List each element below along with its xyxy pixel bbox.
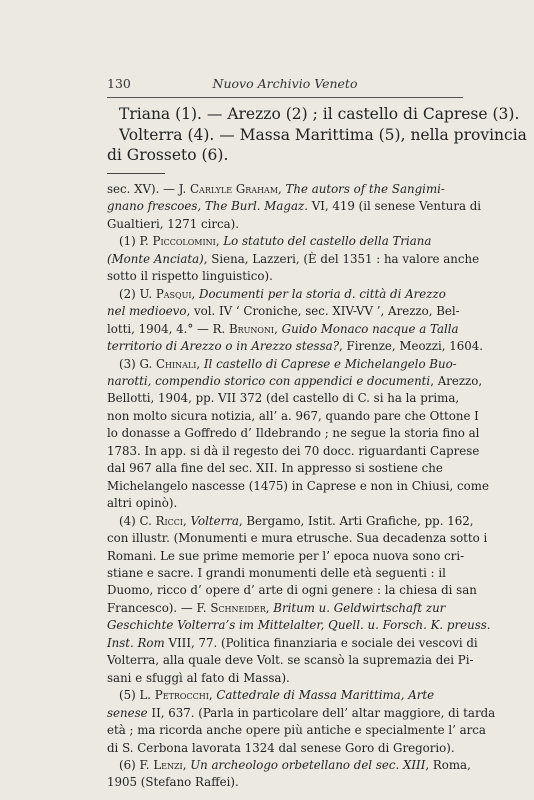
- footnote-line: (5) L. Petrocchi, Cattedrale di Massa Marittima, Arte: [119, 688, 435, 703]
- header-rule: [107, 97, 463, 98]
- footnote-line: Michelangelo nascesse (1475) in Caprese e non in Chiusi, come: [107, 478, 489, 493]
- work-title: Il castello di Caprese e Michelangelo Buo-: [203, 356, 457, 371]
- footnote-line: dal 967 alla fine del sec. XII. In appresso si sostiene che: [107, 461, 443, 476]
- work-title: Cattedrale di Massa Marittima, Arte: [216, 688, 435, 703]
- footnote-line: lo donasse a Goffredo d’ Ildebrando ; ne segue la storia fino al: [107, 426, 480, 441]
- work-title: Guido Monaco nacque a Talla: [281, 321, 459, 336]
- author-name: Ricci: [155, 513, 184, 528]
- footnote-line: (6) F. Lenzi, Un archeologo orbetellano del sec. XIII, Roma,: [119, 757, 471, 772]
- footnote-line: (1) P. Piccolomini, Lo statuto del castello della Triana: [119, 234, 432, 249]
- work-title: Britum u. Geldwirtschaft zur: [273, 600, 446, 615]
- work-title: Documenti per la storia d. città di Arezzo: [199, 286, 446, 301]
- footnote-5: [107, 687, 496, 757]
- footnote-1: [107, 233, 480, 285]
- main-text-line: di Grosseto (6).: [107, 146, 229, 164]
- footnote-line: stiane e sacre. I grandi monumenti delle età seguenti : il: [107, 565, 446, 580]
- footnote-6: [107, 757, 471, 792]
- footnote-line: di S. Cerbona lavorata 1324 dal senese Goro di Gregorio).: [107, 740, 455, 755]
- footnote-line: sotto il rispetto linguistico).: [107, 269, 273, 284]
- footnotes: [107, 181, 496, 792]
- work-title: Inst. Rom: [107, 635, 165, 650]
- work-title: narotti, compendio storico con appendici e documenti: [107, 373, 431, 388]
- page-number: 130: [107, 76, 131, 91]
- footnote-line: Francesco). — F. Schneider, Britum u. Geldwirtschaft zur: [107, 600, 446, 615]
- author-name: Petrocchi: [154, 688, 209, 703]
- author-name: Piccolomini: [152, 234, 216, 249]
- work-title: gnano frescoes, The Burl. Magaz.: [107, 199, 308, 214]
- footnote-line: Duomo, ricco d’ opere d’ arte di ogni genere : la chiesa di san: [107, 583, 477, 598]
- work-title: senese: [107, 705, 148, 720]
- work-title: Lo statuto del castello della Triana: [223, 234, 432, 249]
- footnote-line: (3) G. Chinali, Il castello di Caprese e Michelangelo Buo-: [119, 356, 457, 371]
- footnote-line: 1783. In app. si dà il regesto dei 70 docc. riguardanti Caprese: [107, 443, 480, 458]
- footnote-line: altri opinò).: [107, 496, 178, 511]
- main-text-line: Volterra (4). — Massa Marittima (5), nella provincia: [119, 125, 527, 144]
- work-title: Volterra: [190, 513, 239, 528]
- footnote-line: Volterra, alla quale deve Volt. se scansò la supremazia dei Pi-: [107, 653, 474, 668]
- work-title: (Monte Anciata): [107, 251, 204, 266]
- footnote-line: (4) C. Ricci, Volterra, Bergamo, Istit. Arti Grafiche, pp. 162,: [119, 513, 474, 528]
- footnote-line: narotti, compendio storico con appendici e documenti, Arezzo,: [107, 373, 483, 388]
- footnote-4: [107, 513, 491, 688]
- footnote-line: nel medioevo, vol. IV ‘ Croniche, sec. XIV-VV ’, Arezzo, Bel-: [107, 304, 460, 319]
- footnote-line: (Monte Anciata), Siena, Lazzeri, (È del 1351 : ha valore anche: [107, 251, 480, 266]
- footnote-line: sani e sfuggì al fato di Massa).: [107, 670, 290, 685]
- footnote-line: Romani. Le sue prime memorie per l’ epoca nuova sono cri-: [107, 548, 465, 563]
- author-name: Chinali: [155, 356, 197, 371]
- footnote-rule: [107, 173, 165, 174]
- footnote-3: [107, 356, 489, 513]
- running-title: Nuovo Archivio Veneto: [212, 76, 358, 91]
- footnote-line: territorio di Arezzo o in Arezzo stessa?, Firenze, Meozzi, 1604.: [107, 339, 484, 354]
- work-title: The autors of the Sangimi-: [285, 182, 445, 196]
- author-name: Brunoni: [228, 321, 275, 336]
- footnote-line: lotti, 1904, 4.° — R. Brunoni, Guido Monaco nacque a Talla: [107, 321, 459, 336]
- main-text: [107, 104, 527, 166]
- author-name: Lenzi: [153, 757, 183, 772]
- author-name: Schneider: [210, 600, 266, 615]
- footnote-line: gnano frescoes, The Burl. Magaz. VI, 419 (il senese Ventura di: [107, 199, 482, 214]
- footnote-line: (2) U. Pasqui, Documenti per la storia d. città di Arezzo: [119, 286, 446, 301]
- work-title: territorio di Arezzo o in Arezzo stessa?: [107, 339, 340, 354]
- footnote-line: non molto sicura notizia, all’ a. 967, quando pare che Ottone I: [107, 408, 479, 423]
- footnote-continuation: [107, 181, 482, 233]
- footnote-line: senese II, 637. (Parla in particolare dell’ altar maggiore, di tarda: [107, 705, 496, 720]
- footnote-line: Inst. Rom VIII, 77. (Politica finanziaria e sociale dei vescovi di: [107, 635, 478, 650]
- footnote-line: sec. XV). — J. Carlyle Graham, The autors of the Sangimi-: [107, 182, 445, 196]
- footnote-2: [107, 286, 484, 356]
- footnote-line: Geschichte Volterra’s im Mittelalter, Quell. u. Forsch. K. preuss.: [107, 618, 491, 633]
- author-name: Pasqui: [155, 286, 192, 301]
- footnote-line: Gualtieri, 1271 circa).: [107, 216, 240, 231]
- work-title: Un archeologo orbetellano del sec. XIII: [190, 757, 426, 772]
- footnote-line: età ; ma ricorda anche opere più antiche e specialmente l’ arca: [107, 723, 486, 738]
- main-text-line: Triana (1). — Arezzo (2) ; il castello di Caprese (3).: [119, 105, 520, 123]
- work-title: nel medioevo: [107, 304, 187, 319]
- footnote-line: Bellotti, 1904, pp. VII 372 (del castello di C. si ha la prima,: [107, 391, 460, 406]
- footnote-line: 1905 (Stefano Raffei).: [107, 775, 239, 790]
- author-name: Carlyle Graham: [190, 182, 279, 196]
- footnote-line: con illustr. (Monumenti e mura etrusche. Sua decadenza sotto i: [107, 531, 488, 546]
